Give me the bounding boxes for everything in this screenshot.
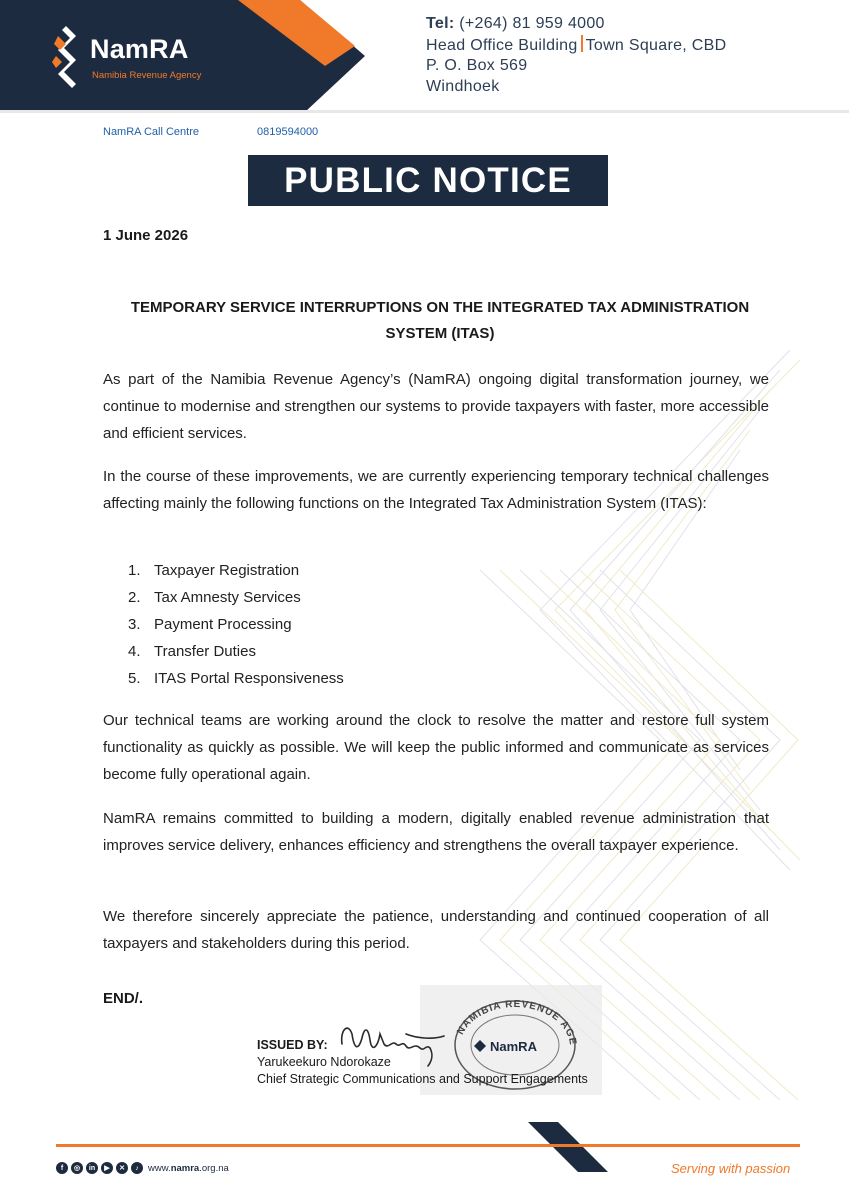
- social-media-icons: [56, 1162, 143, 1174]
- youtube-icon[interactable]: ▶: [101, 1162, 113, 1174]
- letterhead-header: [0, 0, 849, 113]
- public-notice-banner: [248, 155, 608, 206]
- namra-logo: [52, 26, 232, 86]
- tiktok-icon[interactable]: ♪: [131, 1162, 143, 1174]
- notice-title: [103, 295, 777, 347]
- contact-telephone: [426, 14, 726, 35]
- list-item: 2. Tax Amnesty Services: [128, 589, 301, 606]
- address-location: Town Square, CBD: [585, 36, 727, 54]
- list-item: 5. ITAS Portal Responsiveness: [128, 670, 344, 687]
- contact-address: [426, 35, 726, 57]
- facebook-icon[interactable]: f: [56, 1162, 68, 1174]
- address-building: Head Office Building: [426, 36, 578, 54]
- list-item: 4. Transfer Duties: [128, 643, 256, 660]
- paragraph-technical-teams: Our technical teams are working around the clock to resolve the matter and restore full system functionality as quickly as possible. We will keep the public informed and communicate as services become fully operational again.: [103, 712, 769, 783]
- linkedin-icon[interactable]: in: [86, 1162, 98, 1174]
- footer-divider: [56, 1144, 800, 1147]
- telephone-label: Tel:: [426, 15, 455, 32]
- contact-city: Windhoek: [426, 77, 500, 95]
- contact-block: [426, 14, 726, 97]
- issued-by-label: ISSUED BY:: [257, 1038, 328, 1052]
- svg-text:NAMIBIA REVENUE AGENCY: NAMIBIA REVENUE AGE: [455, 998, 579, 1047]
- banner-title: PUBLIC NOTICE: [284, 160, 572, 200]
- issuer-position: Chief Strategic Communications and Support Engagements: [257, 1072, 588, 1086]
- x-icon[interactable]: ✕: [116, 1162, 128, 1174]
- notice-title-line1: TEMPORARY SERVICE INTERRUPTIONS ON THE INTEGRATED TAX ADMINISTRATION: [130, 299, 750, 316]
- svg-text:NamRA: NamRA: [490, 1039, 537, 1054]
- notice-date: 1 June 2026: [103, 227, 189, 244]
- list-item: 1. Taxpayer Registration: [128, 562, 300, 579]
- paragraph-intro: As part of the Namibia Revenue Agency’s (NamRA) ongoing digital transformation journey, we continue to modernise and strengthen our systems to provide taxpayers with faster, more accessible and efficient services.: [103, 371, 769, 442]
- instagram-icon[interactable]: ◎: [71, 1162, 83, 1174]
- call-centre-number: 0819594000: [257, 126, 319, 138]
- paragraph-commitment: NamRA remains committed to building a modern, digitally enabled revenue administration that improves service delivery, enhances efficiency and strengthens the overall taxpayer experience.: [103, 810, 769, 854]
- logo-wordmark: NamRA: [90, 34, 189, 64]
- address-divider: [581, 35, 583, 52]
- list-item: 3. Payment Processing: [128, 616, 292, 633]
- issuer-block: [257, 1037, 588, 1088]
- logo-subtitle: Namibia Revenue Agency: [92, 70, 202, 81]
- issuer-name: Yarukeekuro Ndorokaze: [257, 1055, 391, 1069]
- paragraph-appreciation: We therefore sincerely appreciate the patience, understanding and continued cooperation of all taxpayers and stakeholders during this period.: [103, 908, 769, 952]
- footer-tagline: Serving with passion: [671, 1161, 791, 1176]
- end-marker: END/.: [103, 990, 144, 1007]
- namra-logo-mark-icon: [52, 26, 88, 88]
- footer-decorative-shape: [528, 1122, 608, 1172]
- contact-po-box: P. O. Box 569: [426, 57, 528, 74]
- call-centre-label: NamRA Call Centre: [103, 126, 199, 138]
- telephone-number: (+264) 81 959 4000: [459, 15, 605, 32]
- notice-title-line2: SYSTEM (ITAS): [385, 325, 495, 342]
- paragraph-challenges: In the course of these improvements, we are currently experiencing temporary technical challenges affecting mainly the following functions on the Integrated Tax Administration System (ITAS):: [103, 468, 769, 512]
- affected-functions-list: [128, 557, 344, 692]
- website-link[interactable]: www.namra.org.na: [148, 1163, 229, 1174]
